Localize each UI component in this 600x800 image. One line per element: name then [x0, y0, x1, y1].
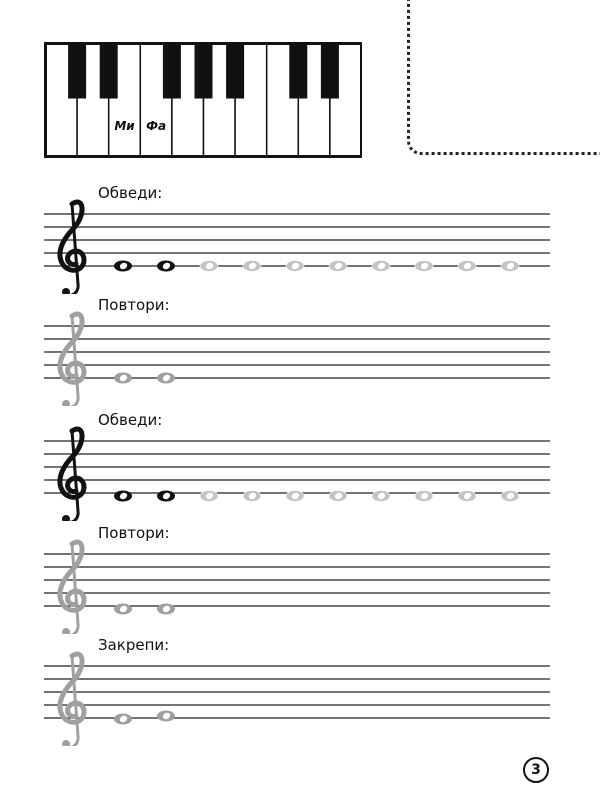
- whole-note: [157, 373, 175, 384]
- exercise-label: Обведи:: [98, 411, 163, 429]
- whole-note: [157, 491, 175, 502]
- whole-note: [501, 261, 519, 272]
- whole-note: [243, 491, 261, 502]
- black-key: [321, 44, 339, 99]
- whole-note: [157, 261, 175, 272]
- dotted-frame: [407, 0, 600, 155]
- staff: [0, 636, 600, 746]
- exercise-5: [0, 636, 600, 746]
- whole-note: [114, 373, 132, 384]
- whole-note: [157, 711, 175, 722]
- whole-note: [372, 261, 390, 272]
- whole-note: [501, 491, 519, 502]
- black-key: [68, 44, 86, 99]
- black-key: [195, 44, 213, 99]
- whole-note: [200, 491, 218, 502]
- exercise-label: Закрепи:: [98, 636, 170, 654]
- whole-note: [286, 261, 304, 272]
- whole-note: [415, 491, 433, 502]
- whole-note: [200, 261, 218, 272]
- black-key: [163, 44, 181, 99]
- piano-keyboard: [44, 42, 362, 158]
- treble-clef-icon: [60, 314, 84, 406]
- whole-note: [114, 261, 132, 272]
- staff: [0, 184, 600, 294]
- black-key: [226, 44, 244, 99]
- whole-note: [458, 261, 476, 272]
- whole-note: [243, 261, 261, 272]
- exercise-2: [0, 296, 600, 406]
- whole-note: [458, 491, 476, 502]
- whole-note: [286, 491, 304, 502]
- whole-note: [114, 714, 132, 725]
- exercise-4: [0, 524, 600, 634]
- exercise-label: Обведи:: [98, 184, 163, 202]
- staff: [0, 411, 600, 521]
- treble-clef-icon: [60, 202, 84, 294]
- key-label: Ми: [114, 119, 135, 133]
- staff: [0, 296, 600, 406]
- key-label: Фа: [146, 119, 167, 133]
- whole-note: [372, 491, 390, 502]
- exercise-label: Повтори:: [98, 296, 170, 314]
- black-key: [289, 44, 307, 99]
- treble-clef-icon: [60, 429, 84, 521]
- exercise-label: Повтори:: [98, 524, 170, 542]
- whole-note: [329, 491, 347, 502]
- whole-note: [114, 491, 132, 502]
- page-number: 3: [523, 757, 549, 783]
- staff: [0, 524, 600, 634]
- black-key: [100, 44, 118, 99]
- whole-note: [415, 261, 433, 272]
- treble-clef-icon: [60, 654, 84, 746]
- whole-note: [329, 261, 347, 272]
- treble-clef-icon: [60, 542, 84, 634]
- exercise-1: [0, 184, 600, 294]
- whole-note: [114, 604, 132, 615]
- whole-note: [157, 604, 175, 615]
- exercise-3: [0, 411, 600, 521]
